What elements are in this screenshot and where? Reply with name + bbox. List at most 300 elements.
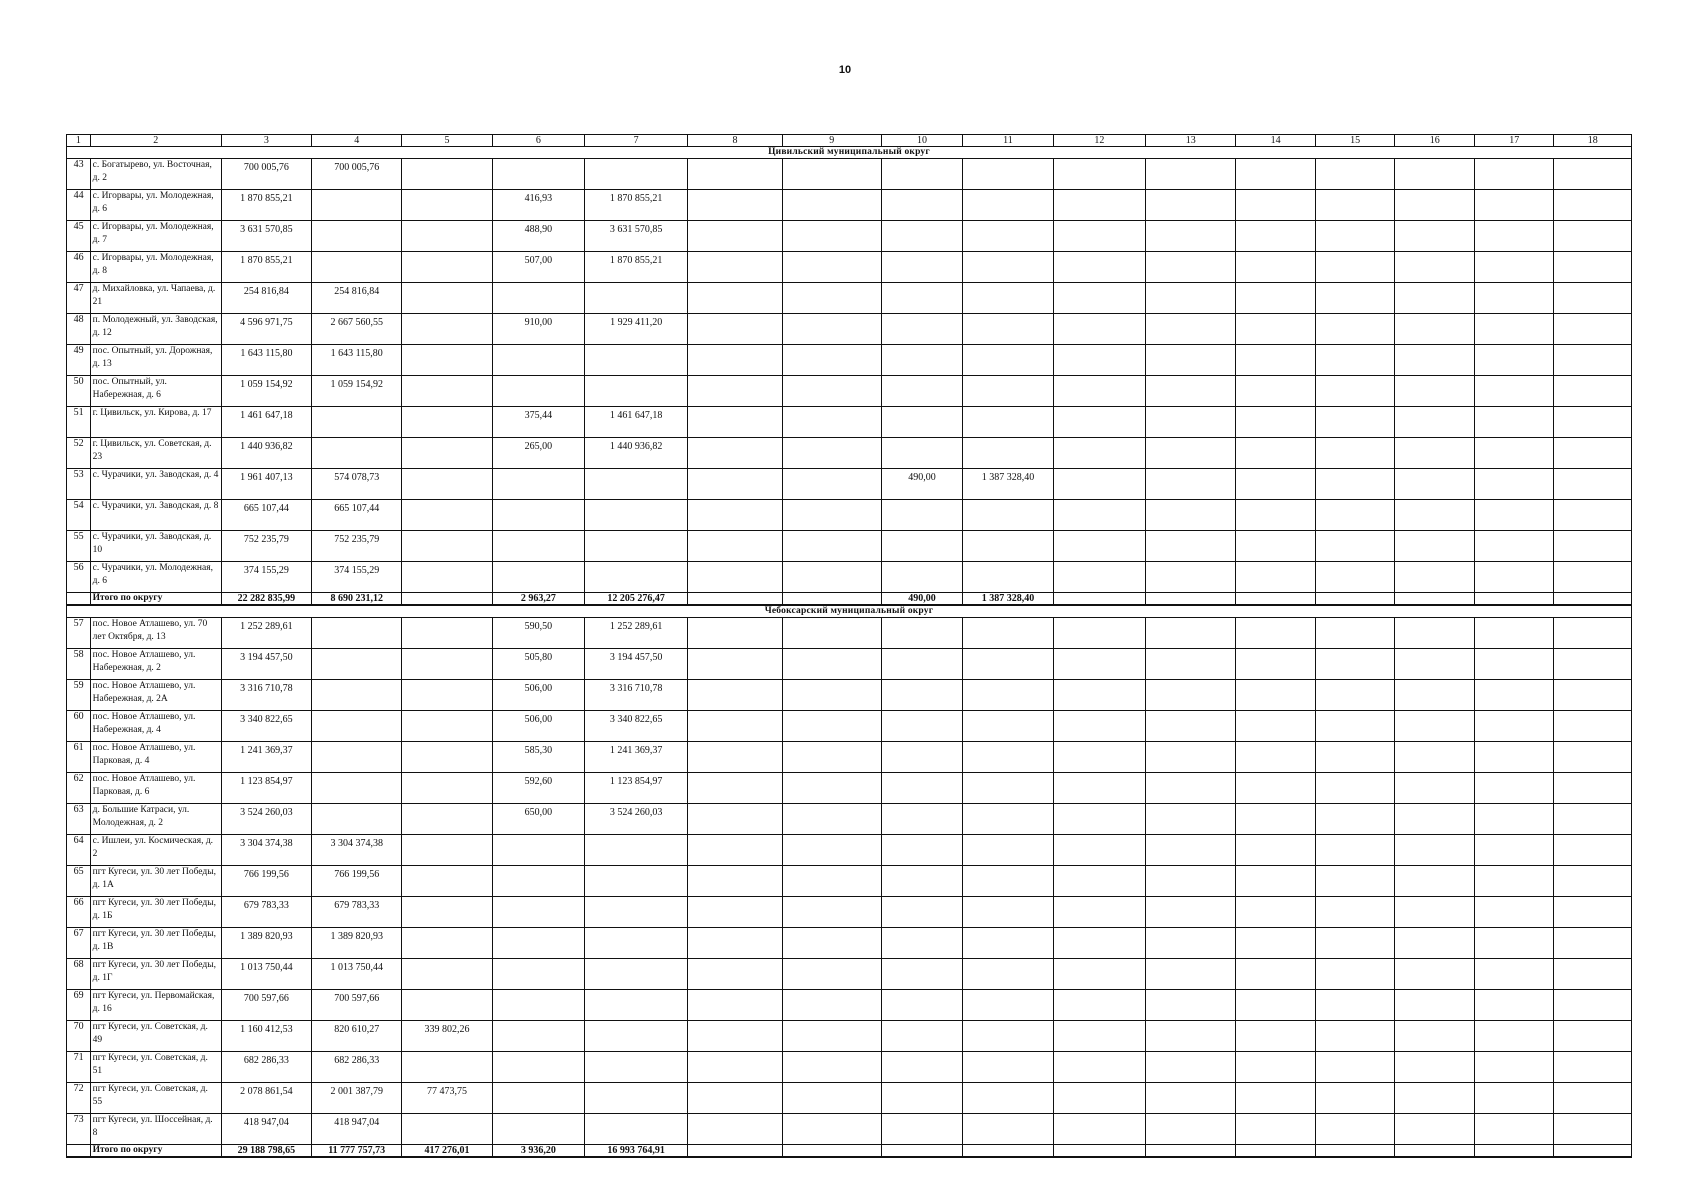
value-cell-col13 xyxy=(1146,376,1236,407)
value-cell-col14 xyxy=(1236,221,1316,252)
total-value-col17 xyxy=(1474,593,1554,606)
address-cell: пос. Новое Атлашево, ул. Парковая, д. 4 xyxy=(90,742,221,773)
value-cell-col18 xyxy=(1554,618,1632,649)
value-cell-col5 xyxy=(402,190,492,221)
value-cell-col4: 1 389 820,93 xyxy=(312,928,402,959)
value-cell-col8 xyxy=(688,531,783,562)
address-cell: с. Чурачики, ул. Заводская, д. 10 xyxy=(90,531,221,562)
value-cell-col4: 700 597,66 xyxy=(312,990,402,1021)
value-cell-col6 xyxy=(492,928,584,959)
value-cell-col18 xyxy=(1554,835,1632,866)
value-cell-col10 xyxy=(881,649,963,680)
value-cell-col3: 2 078 861,54 xyxy=(221,1083,311,1114)
value-cell-col7: 3 316 710,78 xyxy=(585,680,688,711)
value-cell-col3: 1 241 369,37 xyxy=(221,742,311,773)
value-cell-col17 xyxy=(1474,500,1554,531)
value-cell-col18 xyxy=(1554,1083,1632,1114)
value-cell-col5 xyxy=(402,742,492,773)
row-number: 67 xyxy=(67,928,91,959)
value-cell-col15 xyxy=(1315,469,1395,500)
value-cell-col11 xyxy=(963,438,1053,469)
value-cell-col3: 682 286,33 xyxy=(221,1052,311,1083)
value-cell-col11 xyxy=(963,1021,1053,1052)
column-number-17: 17 xyxy=(1474,135,1554,147)
value-cell-col7 xyxy=(585,1052,688,1083)
total-value-col10: 490,00 xyxy=(881,593,963,606)
value-cell-col12 xyxy=(1053,345,1145,376)
table-row xyxy=(67,407,1632,438)
value-cell-col6 xyxy=(492,1052,584,1083)
value-cell-col4: 2 667 560,55 xyxy=(312,314,402,345)
value-cell-col11 xyxy=(963,345,1053,376)
value-cell-col15 xyxy=(1315,500,1395,531)
value-cell-col13 xyxy=(1146,500,1236,531)
table-row xyxy=(67,562,1632,593)
value-cell-col9 xyxy=(782,742,881,773)
value-cell-col8 xyxy=(688,159,783,190)
value-cell-col4: 1 013 750,44 xyxy=(312,959,402,990)
row-number: 56 xyxy=(67,562,91,593)
value-cell-col13 xyxy=(1146,531,1236,562)
value-cell-col13 xyxy=(1146,866,1236,897)
value-cell-col7 xyxy=(585,1114,688,1145)
value-cell-col13 xyxy=(1146,680,1236,711)
value-cell-col15 xyxy=(1315,283,1395,314)
table-row xyxy=(67,221,1632,252)
value-cell-col18 xyxy=(1554,562,1632,593)
value-cell-col14 xyxy=(1236,866,1316,897)
value-cell-col14 xyxy=(1236,711,1316,742)
column-number-2: 2 xyxy=(90,135,221,147)
value-cell-col11 xyxy=(963,804,1053,835)
value-cell-col17 xyxy=(1474,928,1554,959)
value-cell-col10 xyxy=(881,376,963,407)
value-cell-col13 xyxy=(1146,190,1236,221)
value-cell-col15 xyxy=(1315,866,1395,897)
value-cell-col11 xyxy=(963,252,1053,283)
value-cell-col11 xyxy=(963,680,1053,711)
value-cell-col9 xyxy=(782,159,881,190)
value-cell-col14 xyxy=(1236,469,1316,500)
value-cell-col9 xyxy=(782,835,881,866)
value-cell-col15 xyxy=(1315,1083,1395,1114)
value-cell-col6: 507,00 xyxy=(492,252,584,283)
value-cell-col13 xyxy=(1146,804,1236,835)
total-value-col5 xyxy=(402,593,492,606)
value-cell-col12 xyxy=(1053,221,1145,252)
value-cell-col16 xyxy=(1395,283,1475,314)
value-cell-col16 xyxy=(1395,742,1475,773)
value-cell-col14 xyxy=(1236,438,1316,469)
value-cell-col5 xyxy=(402,773,492,804)
value-cell-col4: 3 304 374,38 xyxy=(312,835,402,866)
value-cell-col14 xyxy=(1236,407,1316,438)
value-cell-col4: 574 078,73 xyxy=(312,469,402,500)
value-cell-col6 xyxy=(492,1114,584,1145)
value-cell-col13 xyxy=(1146,438,1236,469)
value-cell-col9 xyxy=(782,469,881,500)
column-number-11: 11 xyxy=(963,135,1053,147)
value-cell-col4: 820 610,27 xyxy=(312,1021,402,1052)
column-number-4: 4 xyxy=(312,135,402,147)
value-cell-col5 xyxy=(402,314,492,345)
table-row xyxy=(67,618,1632,649)
value-cell-col15 xyxy=(1315,742,1395,773)
row-number: 69 xyxy=(67,990,91,1021)
row-number: 54 xyxy=(67,500,91,531)
row-number: 46 xyxy=(67,252,91,283)
value-cell-col14 xyxy=(1236,283,1316,314)
value-cell-col17 xyxy=(1474,618,1554,649)
value-cell-col17 xyxy=(1474,283,1554,314)
value-cell-col10 xyxy=(881,835,963,866)
value-cell-col14 xyxy=(1236,649,1316,680)
value-cell-col10 xyxy=(881,190,963,221)
value-cell-col4: 254 816,84 xyxy=(312,283,402,314)
value-cell-col3: 4 596 971,75 xyxy=(221,314,311,345)
value-cell-col16 xyxy=(1395,438,1475,469)
value-cell-col8 xyxy=(688,376,783,407)
value-cell-col15 xyxy=(1315,562,1395,593)
value-cell-col13 xyxy=(1146,742,1236,773)
value-cell-col8 xyxy=(688,680,783,711)
value-cell-col15 xyxy=(1315,959,1395,990)
value-cell-col17 xyxy=(1474,649,1554,680)
value-cell-col11 xyxy=(963,283,1053,314)
value-cell-col13 xyxy=(1146,649,1236,680)
value-cell-col15 xyxy=(1315,618,1395,649)
total-value-col16 xyxy=(1395,593,1475,606)
value-cell-col8 xyxy=(688,562,783,593)
value-cell-col5 xyxy=(402,376,492,407)
table-row xyxy=(67,742,1632,773)
value-cell-col3: 1 123 854,97 xyxy=(221,773,311,804)
value-cell-col18 xyxy=(1554,407,1632,438)
value-cell-col15 xyxy=(1315,407,1395,438)
table-row xyxy=(67,469,1632,500)
value-cell-col17 xyxy=(1474,680,1554,711)
value-cell-col13 xyxy=(1146,252,1236,283)
value-cell-col11 xyxy=(963,649,1053,680)
value-cell-col3: 3 631 570,85 xyxy=(221,221,311,252)
row-number: 72 xyxy=(67,1083,91,1114)
section-header-row xyxy=(67,147,1632,159)
value-cell-col9 xyxy=(782,959,881,990)
row-number: 55 xyxy=(67,531,91,562)
row-number: 51 xyxy=(67,407,91,438)
value-cell-col8 xyxy=(688,283,783,314)
value-cell-col13 xyxy=(1146,618,1236,649)
value-cell-col4 xyxy=(312,711,402,742)
total-value-col8 xyxy=(688,1145,783,1158)
value-cell-col9 xyxy=(782,190,881,221)
address-cell: пгт Кугеси, ул. 30 лет Победы, д. 1В xyxy=(90,928,221,959)
value-cell-col14 xyxy=(1236,1114,1316,1145)
value-cell-col14 xyxy=(1236,618,1316,649)
value-cell-col10 xyxy=(881,562,963,593)
value-cell-col12 xyxy=(1053,252,1145,283)
value-cell-col4: 665 107,44 xyxy=(312,500,402,531)
value-cell-col10 xyxy=(881,680,963,711)
value-cell-col5 xyxy=(402,500,492,531)
value-cell-col6: 375,44 xyxy=(492,407,584,438)
column-number-15: 15 xyxy=(1315,135,1395,147)
value-cell-col3: 254 816,84 xyxy=(221,283,311,314)
value-cell-col16 xyxy=(1395,252,1475,283)
value-cell-col12 xyxy=(1053,314,1145,345)
table-row xyxy=(67,190,1632,221)
value-cell-col8 xyxy=(688,959,783,990)
table-row xyxy=(67,1114,1632,1145)
value-cell-col14 xyxy=(1236,314,1316,345)
value-cell-col12 xyxy=(1053,500,1145,531)
value-cell-col3: 1 160 412,53 xyxy=(221,1021,311,1052)
value-cell-col10 xyxy=(881,897,963,928)
value-cell-col3: 3 340 822,65 xyxy=(221,711,311,742)
value-cell-col15 xyxy=(1315,680,1395,711)
value-cell-col16 xyxy=(1395,469,1475,500)
value-cell-col14 xyxy=(1236,500,1316,531)
column-number-16: 16 xyxy=(1395,135,1475,147)
value-cell-col16 xyxy=(1395,618,1475,649)
value-cell-col16 xyxy=(1395,531,1475,562)
value-cell-col16 xyxy=(1395,959,1475,990)
value-cell-col13 xyxy=(1146,897,1236,928)
value-cell-col14 xyxy=(1236,990,1316,1021)
value-cell-col11 xyxy=(963,742,1053,773)
total-row xyxy=(67,593,1632,606)
value-cell-col8 xyxy=(688,1021,783,1052)
table-row xyxy=(67,345,1632,376)
row-number: 45 xyxy=(67,221,91,252)
value-cell-col5 xyxy=(402,897,492,928)
address-cell: с. Богатырево, ул. Восточная, д. 2 xyxy=(90,159,221,190)
value-cell-col17 xyxy=(1474,804,1554,835)
row-number: 71 xyxy=(67,1052,91,1083)
value-cell-col11 xyxy=(963,376,1053,407)
value-cell-col10 xyxy=(881,1021,963,1052)
value-cell-col7 xyxy=(585,1021,688,1052)
value-cell-col5 xyxy=(402,959,492,990)
value-cell-col8 xyxy=(688,407,783,438)
value-cell-col17 xyxy=(1474,531,1554,562)
value-cell-col14 xyxy=(1236,531,1316,562)
value-cell-col7 xyxy=(585,928,688,959)
value-cell-col17 xyxy=(1474,959,1554,990)
value-cell-col8 xyxy=(688,897,783,928)
value-cell-col9 xyxy=(782,252,881,283)
value-cell-col13 xyxy=(1146,1021,1236,1052)
total-value-col15 xyxy=(1315,593,1395,606)
value-cell-col18 xyxy=(1554,1052,1632,1083)
value-cell-col5 xyxy=(402,711,492,742)
value-cell-col17 xyxy=(1474,469,1554,500)
value-cell-col3: 665 107,44 xyxy=(221,500,311,531)
value-cell-col9 xyxy=(782,283,881,314)
column-number-10: 10 xyxy=(881,135,963,147)
value-cell-col12 xyxy=(1053,1083,1145,1114)
value-cell-col12 xyxy=(1053,928,1145,959)
value-cell-col18 xyxy=(1554,1021,1632,1052)
value-cell-col5 xyxy=(402,804,492,835)
total-value-col6: 2 963,27 xyxy=(492,593,584,606)
value-cell-col7 xyxy=(585,345,688,376)
address-cell: пос. Опытный, ул. Дорожная, д. 13 xyxy=(90,345,221,376)
value-cell-col9 xyxy=(782,1114,881,1145)
value-cell-col9 xyxy=(782,345,881,376)
address-cell: с. Чурачики, ул. Заводская, д. 8 xyxy=(90,500,221,531)
value-cell-col14 xyxy=(1236,804,1316,835)
value-cell-col14 xyxy=(1236,773,1316,804)
value-cell-col5 xyxy=(402,562,492,593)
value-cell-col10 xyxy=(881,804,963,835)
value-cell-col18 xyxy=(1554,742,1632,773)
value-cell-col4 xyxy=(312,407,402,438)
table-row xyxy=(67,680,1632,711)
column-number-7: 7 xyxy=(585,135,688,147)
value-cell-col3: 3 304 374,38 xyxy=(221,835,311,866)
value-cell-col8 xyxy=(688,1052,783,1083)
value-cell-col6 xyxy=(492,159,584,190)
value-cell-col4: 679 783,33 xyxy=(312,897,402,928)
value-cell-col18 xyxy=(1554,804,1632,835)
row-number: 44 xyxy=(67,190,91,221)
value-cell-col3: 700 597,66 xyxy=(221,990,311,1021)
value-cell-col16 xyxy=(1395,1083,1475,1114)
address-cell: д. Михайловка, ул. Чапаева, д. 21 xyxy=(90,283,221,314)
value-cell-col9 xyxy=(782,500,881,531)
value-cell-col8 xyxy=(688,649,783,680)
value-cell-col10: 490,00 xyxy=(881,469,963,500)
value-cell-col7: 3 631 570,85 xyxy=(585,221,688,252)
address-cell: г. Цивильск, ул. Кирова, д. 17 xyxy=(90,407,221,438)
value-cell-col5 xyxy=(402,618,492,649)
value-cell-col8 xyxy=(688,190,783,221)
value-cell-col15 xyxy=(1315,711,1395,742)
value-cell-col10 xyxy=(881,438,963,469)
table-row xyxy=(67,314,1632,345)
value-cell-col13 xyxy=(1146,314,1236,345)
value-cell-col8 xyxy=(688,500,783,531)
value-cell-col13 xyxy=(1146,562,1236,593)
value-cell-col10 xyxy=(881,742,963,773)
value-cell-col16 xyxy=(1395,221,1475,252)
value-cell-col11 xyxy=(963,990,1053,1021)
column-number-1: 1 xyxy=(67,135,91,147)
value-cell-col11 xyxy=(963,928,1053,959)
column-number-row xyxy=(67,135,1632,147)
value-cell-col13 xyxy=(1146,959,1236,990)
value-cell-col6: 506,00 xyxy=(492,680,584,711)
value-cell-col16 xyxy=(1395,314,1475,345)
value-cell-col17 xyxy=(1474,773,1554,804)
value-cell-col15 xyxy=(1315,221,1395,252)
value-cell-col18 xyxy=(1554,897,1632,928)
value-cell-col3: 3 316 710,78 xyxy=(221,680,311,711)
value-cell-col5 xyxy=(402,649,492,680)
value-cell-col4: 752 235,79 xyxy=(312,531,402,562)
value-cell-col9 xyxy=(782,649,881,680)
value-cell-col6: 650,00 xyxy=(492,804,584,835)
value-cell-col8 xyxy=(688,711,783,742)
address-cell: пос. Новое Атлашево, ул. 70 лет Октября, д. 13 xyxy=(90,618,221,649)
value-cell-col3: 1 389 820,93 xyxy=(221,928,311,959)
value-cell-col10 xyxy=(881,159,963,190)
value-cell-col13 xyxy=(1146,1052,1236,1083)
value-cell-col7: 1 252 289,61 xyxy=(585,618,688,649)
value-cell-col6 xyxy=(492,345,584,376)
value-cell-col16 xyxy=(1395,376,1475,407)
value-cell-col18 xyxy=(1554,649,1632,680)
value-cell-col6: 265,00 xyxy=(492,438,584,469)
total-value-col11 xyxy=(963,1145,1053,1158)
value-cell-col11 xyxy=(963,531,1053,562)
value-cell-col7 xyxy=(585,990,688,1021)
value-cell-col13 xyxy=(1146,835,1236,866)
value-cell-col10 xyxy=(881,1052,963,1083)
address-cell: д. Большие Катраси, ул. Молодежная, д. 2 xyxy=(90,804,221,835)
table-row xyxy=(67,649,1632,680)
value-cell-col16 xyxy=(1395,990,1475,1021)
value-cell-col13 xyxy=(1146,1083,1236,1114)
value-cell-col10 xyxy=(881,500,963,531)
row-number: 43 xyxy=(67,159,91,190)
total-blank xyxy=(67,593,91,606)
value-cell-col11 xyxy=(963,773,1053,804)
table-row xyxy=(67,804,1632,835)
address-cell: пгт Кугеси, ул. Первомайская, д. 16 xyxy=(90,990,221,1021)
value-cell-col3: 700 005,76 xyxy=(221,159,311,190)
value-cell-col18 xyxy=(1554,190,1632,221)
value-cell-col5 xyxy=(402,221,492,252)
total-value-col3: 29 188 798,65 xyxy=(221,1145,311,1158)
row-number: 73 xyxy=(67,1114,91,1145)
page-number: 10 xyxy=(838,64,852,76)
total-value-col8 xyxy=(688,593,783,606)
value-cell-col9 xyxy=(782,1083,881,1114)
value-cell-col8 xyxy=(688,469,783,500)
value-cell-col17 xyxy=(1474,252,1554,283)
value-cell-col12 xyxy=(1053,159,1145,190)
column-number-12: 12 xyxy=(1053,135,1145,147)
value-cell-col16 xyxy=(1395,649,1475,680)
total-value-col12 xyxy=(1053,1145,1145,1158)
value-cell-col16 xyxy=(1395,835,1475,866)
value-cell-col7 xyxy=(585,959,688,990)
table-row xyxy=(67,252,1632,283)
value-cell-col10 xyxy=(881,990,963,1021)
value-cell-col3: 1 013 750,44 xyxy=(221,959,311,990)
table-row xyxy=(67,159,1632,190)
section-header-row xyxy=(67,605,1632,618)
value-cell-col18 xyxy=(1554,680,1632,711)
total-value-col12 xyxy=(1053,593,1145,606)
value-cell-col12 xyxy=(1053,562,1145,593)
value-cell-col16 xyxy=(1395,1052,1475,1083)
row-number: 52 xyxy=(67,438,91,469)
value-cell-col12 xyxy=(1053,742,1145,773)
value-cell-col8 xyxy=(688,1083,783,1114)
value-cell-col9 xyxy=(782,1052,881,1083)
value-cell-col16 xyxy=(1395,159,1475,190)
address-cell: с. Чурачики, ул. Заводская, д. 4 xyxy=(90,469,221,500)
value-cell-col6 xyxy=(492,562,584,593)
address-cell: пгт Кугеси, ул. Советская, д. 51 xyxy=(90,1052,221,1083)
value-cell-col6 xyxy=(492,866,584,897)
value-cell-col13 xyxy=(1146,469,1236,500)
table-row xyxy=(67,1052,1632,1083)
value-cell-col14 xyxy=(1236,928,1316,959)
